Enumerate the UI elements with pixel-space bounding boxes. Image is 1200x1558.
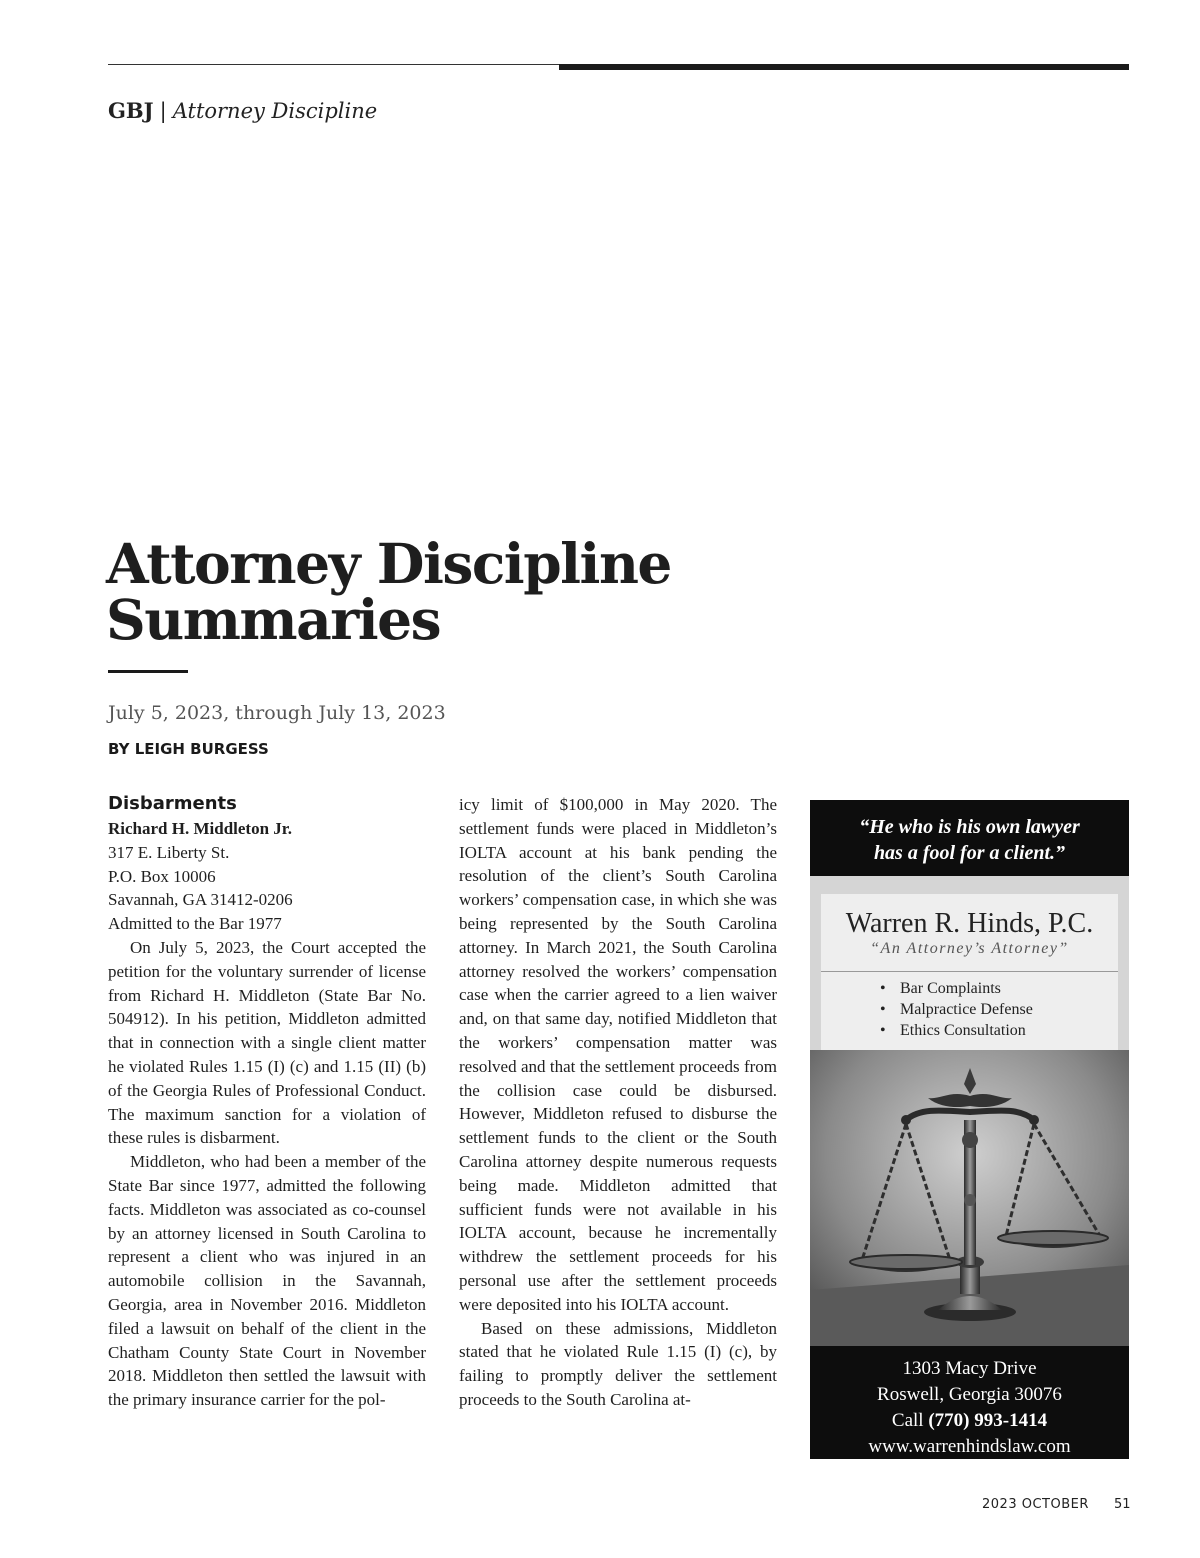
date-range: July 5, 2023, through July 13, 2023 [108, 702, 446, 724]
ad-service-item: • Bar Complaints [870, 978, 1033, 999]
ad-tagline: “An Attorney’s Attorney” [870, 940, 1069, 957]
attorney-address [108, 841, 426, 936]
ad-phone-line [810, 1408, 1129, 1434]
page-title [106, 531, 671, 652]
page-number: 51 [1114, 1497, 1131, 1512]
header-rule-thick [559, 64, 1129, 70]
title-line-1: Attorney Discipline [106, 531, 671, 596]
ad-address-line-1: 1303 Macy Drive [902, 1358, 1037, 1379]
ad-service-item: • Ethics Consultation [870, 1020, 1033, 1041]
ad-divider [821, 971, 1118, 972]
ad-website: www.warrenhindslaw.com [868, 1436, 1071, 1457]
ad-quote-banner [810, 800, 1129, 876]
ad-contact-banner [810, 1346, 1129, 1459]
attorney-name: Richard H. Middleton Jr. [108, 819, 293, 838]
article-column-1 [108, 792, 426, 1412]
header-rule-thin [108, 64, 559, 65]
ad-quote-line-1: “He who is his own lawyer [859, 816, 1080, 838]
ad-phone: (770) 993-1414 [928, 1410, 1048, 1431]
section-subhead: Disbarments [108, 793, 237, 814]
byline: BY LEIGH BURGESS [108, 740, 269, 758]
scales-of-justice-icon [810, 1050, 1129, 1346]
article-column-2 [459, 793, 777, 1412]
journal-abbreviation: GBJ [108, 98, 154, 123]
ad-service-item: • Malpractice Defense [870, 999, 1033, 1020]
address-line: Savannah, GA 31412-0206 [108, 890, 293, 910]
address-line: 317 E. Liberty St. [108, 842, 230, 862]
address-line: P.O. Box 10006 [108, 866, 216, 886]
ad-address-line-2: Roswell, Georgia 30076 [877, 1384, 1062, 1405]
body-paragraph: Middleton, who had been a member of the State Bar since 1977, admitted the following facts. Middleton was associated as co-counsel by an attorney licensed in South Carolina to represent a client who was injured in an automobile collision in the Savannah, Georgia, area in November 2016. Middleton filed a lawsuit on behalf of the client in the Chatham County State Court in November 2018. Middleton then settled the lawsuit with the primary insurance carrier for the pol- [108, 1152, 426, 1410]
body-paragraph: On July 5, 2023, the Court accepted the petition for the voluntary surrender of license from Richard H. Middleton (State Bar No. 504912). In his petition, Middleton admitted that in connection with a single client matter he violated Rules 1.15 (I) (c) and 1.15 (II) (b) of the Georgia Rules of Professional Conduct. The maximum sanction for a violation of these rules is disbarment. [108, 937, 426, 1148]
title-line-2: Summaries [106, 587, 441, 652]
ad-quote-line-2: has a fool for a client.” [873, 842, 1066, 864]
title-underline [108, 670, 188, 673]
section-name: Attorney Discipline [172, 99, 378, 123]
body-paragraph: Based on these admissions, Middleton stated that he violated Rule 1.15 (I) (c), by failing to promptly deliver the settlement proceeds to the South Carolina at- [459, 1318, 777, 1409]
ad-firm-name: Warren R. Hinds, P.C. [845, 908, 1094, 939]
advertisement [810, 800, 1129, 1459]
body-paragraph: icy limit of $100,000 in May 2020. The settlement funds were placed in Middleton’s IOLTA account at his bank pending the resolution of the client’s South Carolina workers’ compensation case, in which she was being represented by the South Carolina attorney. In March 2021, the South Carolina attorney resolved the workers’ compensation case when the carrier agreed to a lien waiver and, on that same day, notified Middleton that the workers’ compensation matter was resolved and that the settlement proceeds from the collision case could be disbursed. However, Middleton refused to disburse the settlement funds to the client or the South Carolina attorney despite numerous requests being made. Middleton admitted that sufficient funds were not available in his IOLTA account, because he incrementally withdrew the settlement proceeds for his personal use after the settlement proceeds were deposited into his IOLTA account. [459, 795, 777, 1314]
ad-services-list [870, 978, 1033, 1041]
ad-quote [810, 814, 1129, 866]
footer-issue: 2023 OCTOBER [982, 1497, 1089, 1512]
header-separator: | [159, 99, 167, 123]
admission-line: Admitted to the Bar 1977 [108, 914, 282, 934]
ad-call-label: Call [891, 1410, 924, 1431]
running-header [108, 98, 377, 123]
